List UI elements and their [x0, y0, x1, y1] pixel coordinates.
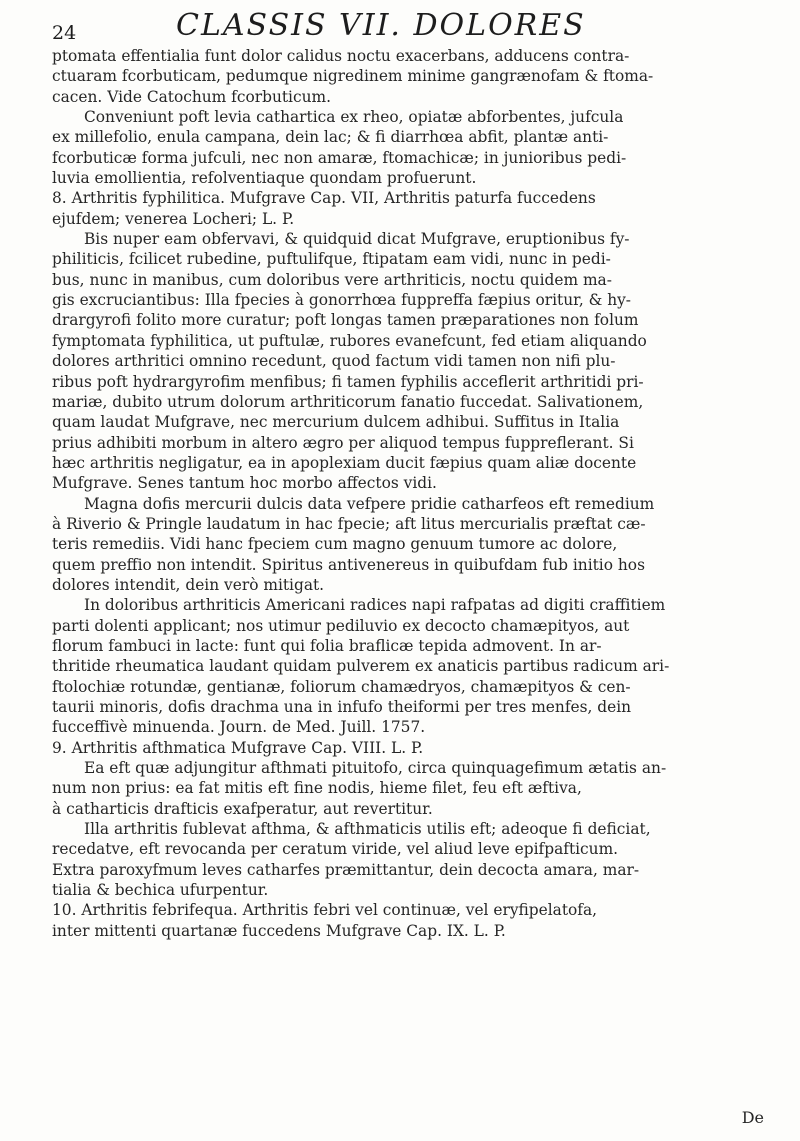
- text-line: recedatve, eft revocanda per ceratum viride, vel aliud leve epifpafticum.: [52, 840, 619, 859]
- text-line: gis excruciantibus: Illa fpecies à gonorrhœa fuppreffa fæpius oritur, & hy-: [52, 291, 631, 310]
- text-line: dolores intendit, dein verò mitigat.: [52, 575, 325, 594]
- text-line: hæc arthritis negligatur, ea in apoplexiam ducit fæpius quam aliæ docente: [52, 453, 637, 472]
- text-line: dolores arthritici omnino recedunt, quod factum vidi tamen non nifi plu-: [52, 352, 616, 371]
- text-line: 10. Arthritis febrifequa. Arthritis febri vel continuæ, vel eryfipelatofa,: [52, 901, 598, 920]
- text-line: ctuaram fcorbuticam, pedumque nigredinem minime gangrænofam & ftoma-: [52, 67, 654, 86]
- text-line: prius adhibiti morbum in altero ægro per aliquod tempus fuppreflerant. Si: [52, 433, 634, 452]
- text-line: teris remediis. Vidi hanc fpeciem cum magno genuum tumore ac dolore,: [52, 535, 618, 554]
- text-line: Mufgrave. Senes tantum hoc morbo affectos vidi.: [52, 474, 437, 493]
- text-line: 8. Arthritis fyphilitica. Mufgrave Cap. VII, Arthritis paturfa fuccedens: [52, 189, 596, 208]
- text-line: ex millefolio, enula campana, dein lac; & fi diarrhœa abfit, plantæ anti-: [52, 128, 609, 147]
- text-line: mariæ, dubito utrum dolorum arthriticorum fanatio fuccedat. Salivationem,: [52, 392, 644, 411]
- text-line: fcorbuticæ forma jufculi, nec non amaræ, ftomachicæ; in junioribus pedi-: [52, 148, 627, 167]
- text-line: ribus poft hydrargyrofim menfibus; fi tamen fyphilis acceflerit arthritidi pri-: [52, 372, 644, 391]
- text-line: philiticis, fcilicet rubedine, puftulifque, ftipatam eam vidi, nunc in pedi-: [52, 250, 611, 269]
- text-line: taurii minoris, dofis drachma una in infufo theiformi per tres menfes, dein: [52, 698, 632, 716]
- running-head: CLASSIS VII. DOLORES: [176, 8, 586, 43]
- text-line: cacen. Vide Catochum fcorbuticum.: [52, 87, 332, 106]
- text-line: thritide rheumatica laudant quidam pulverem ex anaticis partibus radicum ari-: [52, 657, 670, 676]
- text-line: tialia & bechica ufurpentur.: [52, 881, 269, 900]
- text-line: In doloribus arthriticis Americani radices napi rafpatas ad digiti craffitiem: [84, 596, 666, 615]
- text-line: 9. Arthritis afthmatica Mufgrave Cap. VIII. L. P.: [52, 738, 424, 757]
- text-line: bus, nunc in manibus, cum doloribus vere arthriticis, noctu quidem ma-: [52, 270, 612, 289]
- text-line: num non prius: ea fat mitis eft fine nodis, hieme filet, feu eft æftiva,: [52, 779, 582, 798]
- text-line: quam laudat Mufgrave, nec mercurium dulcem adhibui. Suffitus in Italia: [52, 413, 620, 432]
- text-line: Conveniunt poft levia cathartica ex rheo, opiatæ abforbentes, jufcula: [84, 108, 624, 127]
- body-text: [52, 46, 764, 941]
- text-line: drargyrofi folito more curatur; poft longas tamen præparationes non folum: [52, 311, 639, 330]
- text-line: Magna dofis mercurii dulcis data vefpere pridie catharfeos eft remedium: [84, 494, 655, 513]
- text-line: ejufdem; venerea Locheri; L. P.: [52, 209, 295, 228]
- text-line: Bis nuper eam obfervavi, & quidquid dicat Mufgrave, eruptionibus fy-: [84, 230, 630, 249]
- catchword: De: [741, 1108, 764, 1127]
- text-line: Illa arthritis fublevat afthma, & afthmaticis utilis eft; adeoque fi deficiat,: [84, 820, 651, 839]
- text-line: florum fambuci in lacte: funt qui folia braflicæ tepida admovent. In ar-: [52, 636, 602, 655]
- text-line: quem preffio non intendit. Spiritus antivenereus in quibufdam fub initio hos: [52, 555, 645, 574]
- text-line: parti dolenti applicant; nos utimur pediluvio ex decocto chamæpityos, aut: [52, 616, 630, 635]
- text-line: ftolochiæ rotundæ, gentianæ, foliorum chamædryos, chamæpityos & cen-: [52, 677, 631, 696]
- text-line: à Riverio & Pringle laudatum in hac fpecie; aft litus mercurialis præftat cæ-: [52, 514, 646, 533]
- text-line: luvia emollientia, refolventiaque quondam profuerunt.: [52, 169, 477, 188]
- text-line: fymptomata fyphilitica, ut puftulæ, rubores evanefcunt, fed etiam aliquando: [52, 331, 647, 350]
- text-line: inter mittenti quartanæ fuccedens Mufgrave Cap. IX. L. P.: [52, 921, 506, 940]
- text-line: à catharticis drafticis exafperatur, aut revertitur.: [52, 799, 433, 818]
- text-line: fucceffivè minuenda. Journ. de Med. Juill. 1757.: [52, 718, 426, 737]
- text-line: Ea eft quæ adjungitur afthmati pituitofo, circa quinquagefimum ætatis an-: [84, 759, 667, 778]
- page-number: 24: [52, 22, 77, 44]
- page-header: [52, 8, 752, 44]
- text-line: ptomata effentialia funt dolor calidus noctu exacerbans, adducens contra-: [52, 47, 630, 65]
- text-line: Extra paroxyfmum leves catharfes præmittantur, dein decocta amara, mar-: [52, 860, 640, 879]
